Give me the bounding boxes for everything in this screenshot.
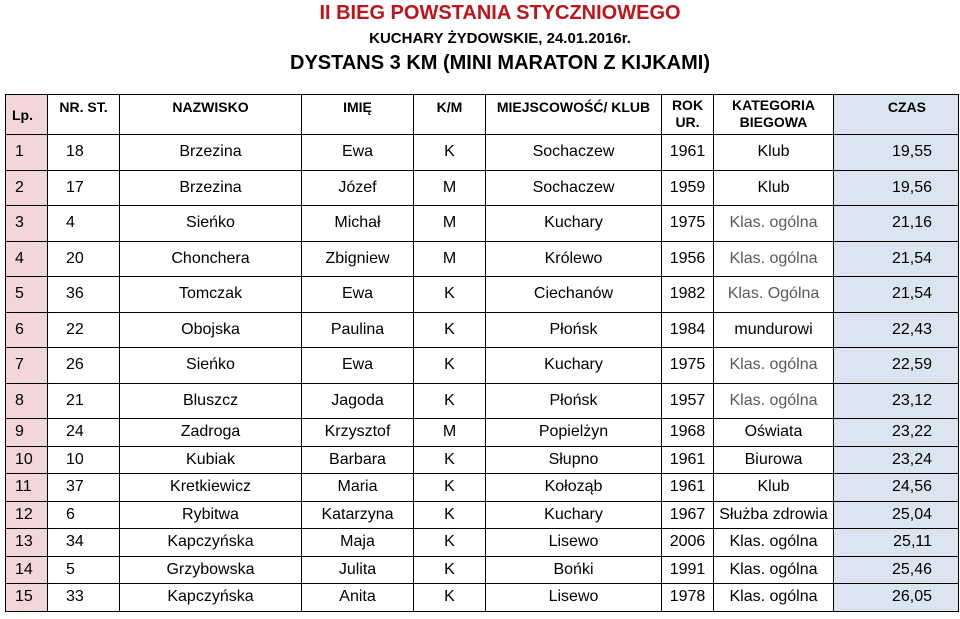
cell-nr: 6: [48, 501, 120, 529]
cell-lp: 15: [6, 584, 48, 612]
cell-miejscowosc: Lisewo: [486, 529, 662, 557]
column-header-czas: CZAS: [834, 95, 959, 135]
cell-miejscowosc: Kołoząb: [486, 474, 662, 502]
cell-imie: Zbigniew: [302, 241, 414, 277]
cell-nazwisko: Zadroga: [120, 419, 302, 447]
table-row: [6, 312, 959, 348]
cell-kategoria: Służba zdrowia: [714, 501, 834, 529]
cell-rok: 1961: [662, 135, 714, 171]
cell-km: K: [414, 556, 486, 584]
cell-km: K: [414, 474, 486, 502]
cell-miejscowosc: Kuchary: [486, 501, 662, 529]
cell-imie: Maja: [302, 529, 414, 557]
table-row: [6, 348, 959, 384]
table-row: [6, 446, 959, 474]
cell-imie: Ewa: [302, 348, 414, 384]
results-body: [6, 135, 959, 612]
cell-czas: 23,24: [834, 446, 959, 474]
cell-km: K: [414, 501, 486, 529]
cell-miejscowosc: Słupno: [486, 446, 662, 474]
cell-kategoria: mundurowi: [714, 312, 834, 348]
cell-nr: 4: [48, 206, 120, 242]
cell-nazwisko: Brzezina: [120, 170, 302, 206]
cell-nazwisko: Sieńko: [120, 206, 302, 242]
table-row: [6, 206, 959, 242]
cell-rok: 1975: [662, 348, 714, 384]
cell-czas: 25,04: [834, 501, 959, 529]
table-row: [6, 584, 959, 612]
table-row: [6, 277, 959, 313]
table-row: [6, 135, 959, 171]
cell-lp: 7: [6, 348, 48, 384]
cell-miejscowosc: Królewo: [486, 241, 662, 277]
cell-nr: 34: [48, 529, 120, 557]
cell-rok: 1978: [662, 584, 714, 612]
cell-rok: 1956: [662, 241, 714, 277]
cell-nr: 17: [48, 170, 120, 206]
column-header-nazwisko: NAZWISKO: [120, 95, 302, 135]
cell-lp: 14: [6, 556, 48, 584]
cell-miejscowosc: Bońki: [486, 556, 662, 584]
distance-heading: DYSTANS 3 KM (MINI MARATON Z KIJKAMI): [290, 52, 710, 74]
cell-miejscowosc: Popielżyn: [486, 419, 662, 447]
cell-rok: 1991: [662, 556, 714, 584]
cell-km: K: [414, 135, 486, 171]
cell-nr: 33: [48, 584, 120, 612]
column-header-imie: IMIĘ: [302, 95, 414, 135]
cell-km: K: [414, 277, 486, 313]
cell-kategoria: Klub: [714, 135, 834, 171]
cell-nr: 10: [48, 446, 120, 474]
cell-lp: 13: [6, 529, 48, 557]
column-header-kategoria: [714, 95, 834, 135]
cell-imie: Katarzyna: [302, 501, 414, 529]
cell-nazwisko: Grzybowska: [120, 556, 302, 584]
table-row: [6, 170, 959, 206]
column-header-km: K/M: [414, 95, 486, 135]
cell-rok: 1961: [662, 446, 714, 474]
cell-imie: Józef: [302, 170, 414, 206]
cell-lp: 6: [6, 312, 48, 348]
cell-imie: Michał: [302, 206, 414, 242]
cell-rok: 1975: [662, 206, 714, 242]
cell-imie: Krzysztof: [302, 419, 414, 447]
cell-imie: Ewa: [302, 135, 414, 171]
column-header-nr: NR. ST.: [48, 95, 120, 135]
table-row: [6, 556, 959, 584]
cell-nr: 24: [48, 419, 120, 447]
cell-km: K: [414, 529, 486, 557]
column-header-kategoria-line2: BIEGOWA: [739, 114, 808, 130]
column-header-rok: [662, 95, 714, 135]
cell-nazwisko: Kapczyńska: [120, 529, 302, 557]
cell-rok: 1959: [662, 170, 714, 206]
cell-czas: 21,54: [834, 241, 959, 277]
table-row: [6, 419, 959, 447]
cell-lp: 2: [6, 170, 48, 206]
cell-km: K: [414, 312, 486, 348]
cell-km: K: [414, 446, 486, 474]
cell-czas: 24,56: [834, 474, 959, 502]
cell-nazwisko: Kapczyńska: [120, 584, 302, 612]
cell-lp: 12: [6, 501, 48, 529]
document-title: II BIEG POWSTANIA STYCZNIOWEGO: [319, 2, 681, 24]
cell-rok: 1967: [662, 501, 714, 529]
cell-miejscowosc: Płońsk: [486, 383, 662, 419]
cell-imie: Maria: [302, 474, 414, 502]
cell-kategoria: Klas. ogólna: [714, 348, 834, 384]
column-header-rok-line1: ROK: [671, 97, 704, 113]
cell-lp: 5: [6, 277, 48, 313]
cell-km: K: [414, 348, 486, 384]
table-row: [6, 474, 959, 502]
cell-imie: Jagoda: [302, 383, 414, 419]
cell-nazwisko: Kubiak: [120, 446, 302, 474]
table-row: [6, 501, 959, 529]
cell-lp: 10: [6, 446, 48, 474]
cell-imie: Paulina: [302, 312, 414, 348]
cell-czas: 26,05: [834, 584, 959, 612]
cell-kategoria: Oświata: [714, 419, 834, 447]
cell-lp: 9: [6, 419, 48, 447]
cell-miejscowosc: Kuchary: [486, 206, 662, 242]
cell-miejscowosc: Sochaczew: [486, 135, 662, 171]
cell-km: K: [414, 383, 486, 419]
cell-czas: 19,56: [834, 170, 959, 206]
cell-imie: Barbara: [302, 446, 414, 474]
cell-rok: 1982: [662, 277, 714, 313]
results-table: [5, 94, 959, 612]
cell-lp: 4: [6, 241, 48, 277]
cell-nr: 20: [48, 241, 120, 277]
cell-kategoria: Klub: [714, 474, 834, 502]
cell-lp: 8: [6, 383, 48, 419]
cell-imie: Anita: [302, 584, 414, 612]
cell-czas: 21,54: [834, 277, 959, 313]
cell-czas: 23,22: [834, 419, 959, 447]
column-header-miejscowosc: MIEJSCOWOŚĆ/ KLUB: [486, 95, 662, 135]
cell-rok: 1984: [662, 312, 714, 348]
cell-nazwisko: Kretkiewicz: [120, 474, 302, 502]
cell-nr: 37: [48, 474, 120, 502]
cell-nr: 18: [48, 135, 120, 171]
cell-rok: 1968: [662, 419, 714, 447]
cell-nazwisko: Chonchera: [120, 241, 302, 277]
cell-nr: 22: [48, 312, 120, 348]
cell-nazwisko: Bluszcz: [120, 383, 302, 419]
cell-nr: 21: [48, 383, 120, 419]
cell-miejscowosc: Sochaczew: [486, 170, 662, 206]
cell-km: M: [414, 170, 486, 206]
cell-kategoria: Klas. ogólna: [714, 584, 834, 612]
cell-nr: 5: [48, 556, 120, 584]
cell-lp: 11: [6, 474, 48, 502]
event-location-date: KUCHARY ŻYDOWSKIE, 24.01.2016r.: [369, 30, 631, 47]
cell-czas: 25,11: [834, 529, 959, 557]
cell-rok: 1957: [662, 383, 714, 419]
cell-miejscowosc: Kuchary: [486, 348, 662, 384]
cell-kategoria: Klas. ogólna: [714, 206, 834, 242]
cell-czas: 23,12: [834, 383, 959, 419]
cell-imie: Ewa: [302, 277, 414, 313]
cell-miejscowosc: Płońsk: [486, 312, 662, 348]
cell-kategoria: Biurowa: [714, 446, 834, 474]
cell-nr: 36: [48, 277, 120, 313]
cell-czas: 22,43: [834, 312, 959, 348]
cell-rok: 2006: [662, 529, 714, 557]
cell-miejscowosc: Ciechanów: [486, 277, 662, 313]
cell-km: M: [414, 241, 486, 277]
cell-czas: 21,16: [834, 206, 959, 242]
cell-nazwisko: Brzezina: [120, 135, 302, 171]
table-row: [6, 529, 959, 557]
table-header-row: [6, 95, 959, 135]
cell-km: M: [414, 419, 486, 447]
cell-kategoria: Klas. Ogólna: [714, 277, 834, 313]
cell-nazwisko: Sieńko: [120, 348, 302, 384]
cell-imie: Julita: [302, 556, 414, 584]
cell-czas: 19,55: [834, 135, 959, 171]
table-row: [6, 241, 959, 277]
cell-nazwisko: Obojska: [120, 312, 302, 348]
cell-czas: 22,59: [834, 348, 959, 384]
cell-lp: 3: [6, 206, 48, 242]
table-row: [6, 383, 959, 419]
cell-km: M: [414, 206, 486, 242]
column-header-kategoria-line1: KATEGORIA: [732, 97, 815, 113]
column-header-rok-line2: UR.: [675, 114, 700, 130]
cell-kategoria: Klas. ogólna: [714, 383, 834, 419]
cell-km: K: [414, 584, 486, 612]
cell-lp: 1: [6, 135, 48, 171]
cell-kategoria: Klas. ogólna: [714, 241, 834, 277]
column-header-lp: Lp.: [6, 95, 48, 135]
cell-kategoria: Klas. ogólna: [714, 556, 834, 584]
cell-nr: 26: [48, 348, 120, 384]
cell-nazwisko: Rybitwa: [120, 501, 302, 529]
cell-rok: 1961: [662, 474, 714, 502]
cell-kategoria: Klub: [714, 170, 834, 206]
cell-kategoria: Klas. ogólna: [714, 529, 834, 557]
cell-nazwisko: Tomczak: [120, 277, 302, 313]
cell-miejscowosc: Lisewo: [486, 584, 662, 612]
cell-czas: 25,46: [834, 556, 959, 584]
